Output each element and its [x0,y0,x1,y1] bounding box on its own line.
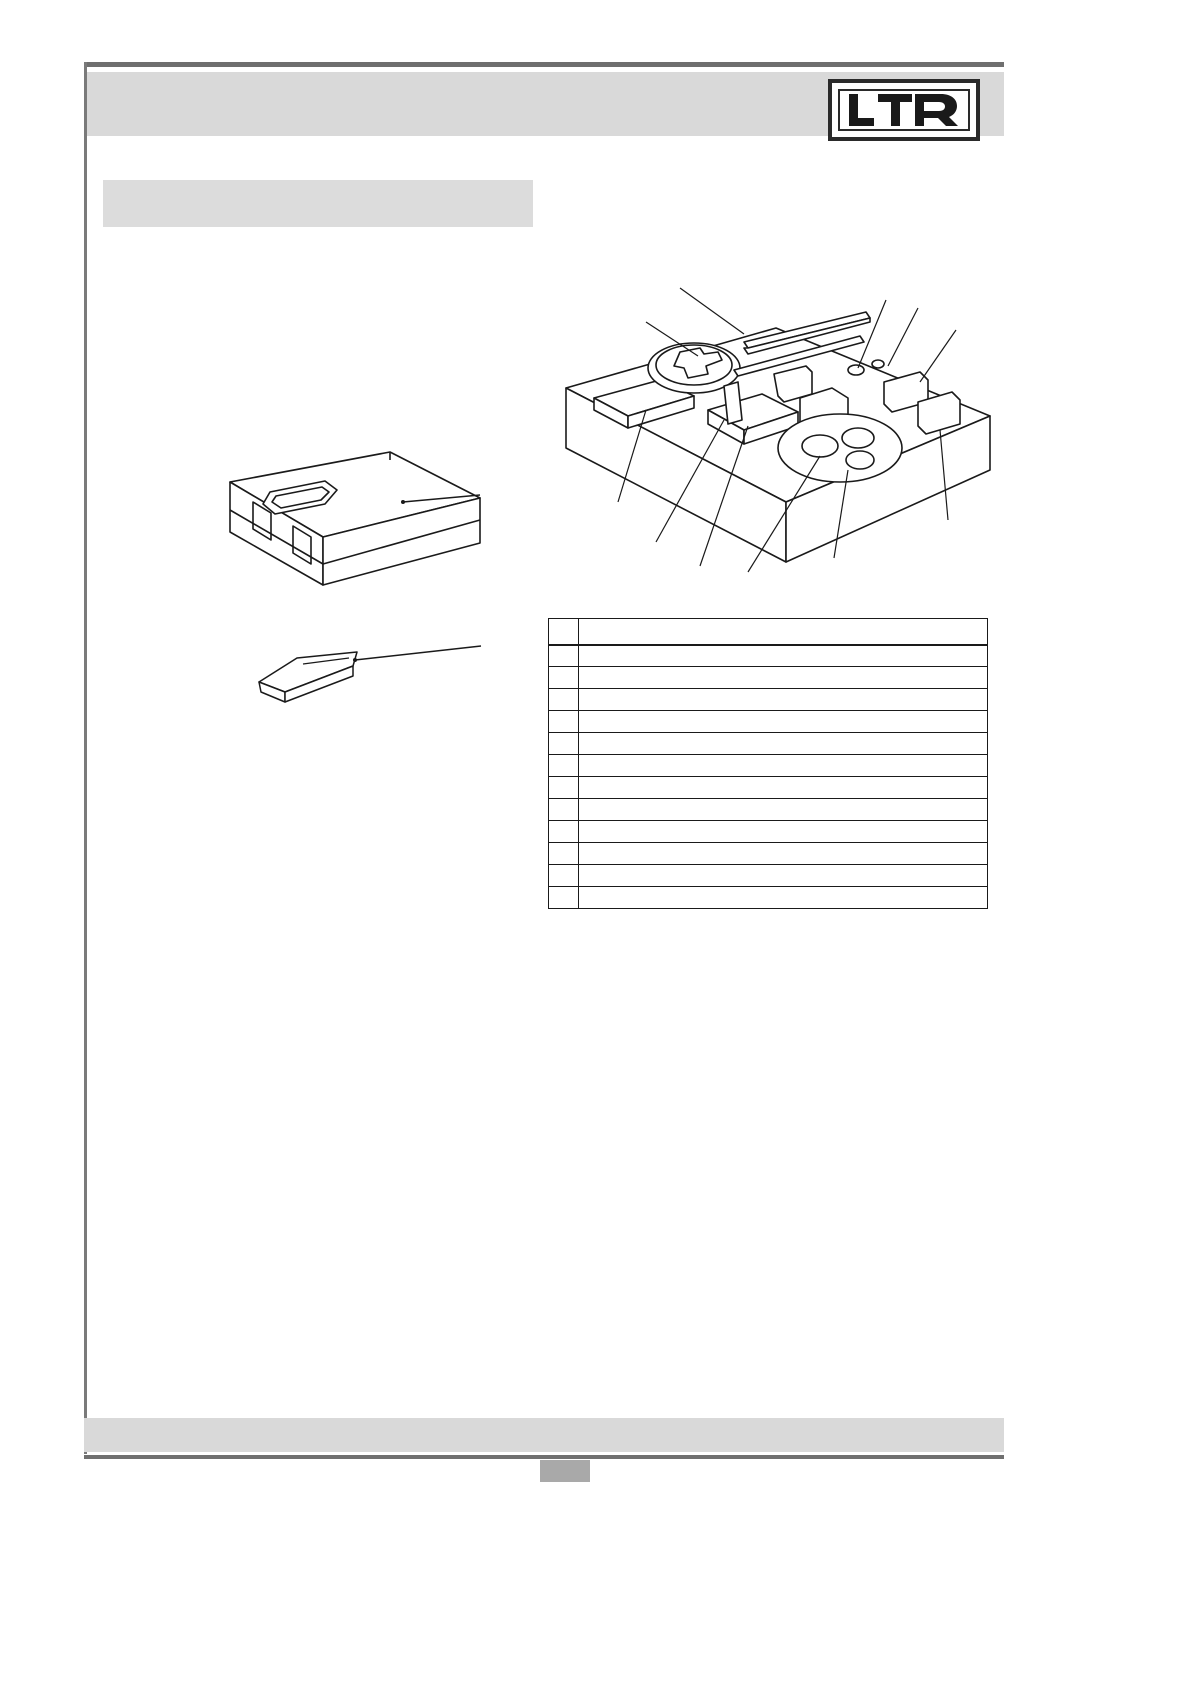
footer-rule [84,1455,1004,1459]
row-description [579,667,988,689]
ltr-logo [828,79,980,141]
figure-carrying-case [175,440,505,620]
row-number [549,755,579,777]
ltr-logo-inner [838,89,970,131]
parts-table-body [549,645,988,909]
table-row [549,667,988,689]
parts-table-header-number [549,619,579,645]
section-heading-band [103,180,533,227]
table-row [549,689,988,711]
row-description [579,843,988,865]
left-margin-rule [84,62,87,1454]
row-description [579,865,988,887]
table-row [549,843,988,865]
row-number [549,821,579,843]
row-number [549,865,579,887]
table-row [549,733,988,755]
row-description [579,887,988,909]
page-number [540,1460,590,1482]
table-row [549,865,988,887]
row-number [549,887,579,909]
row-number [549,843,579,865]
parts-table-header-description [579,619,988,645]
row-description [579,711,988,733]
row-number [549,645,579,667]
parts-table [548,618,988,909]
table-row [549,821,988,843]
row-description [579,821,988,843]
row-description [579,645,988,667]
row-number [549,711,579,733]
row-description [579,755,988,777]
row-description [579,777,988,799]
parts-table-header-row [549,619,988,645]
table-row [549,711,988,733]
parts-table-head [549,619,988,645]
row-description [579,689,988,711]
row-description [579,799,988,821]
row-number [549,733,579,755]
table-row [549,645,988,667]
footer-band [84,1418,1004,1452]
row-number [549,777,579,799]
table-row [549,777,988,799]
table-row [549,887,988,909]
header-top-rule [84,62,1004,67]
row-number [549,667,579,689]
figure-key-tool [245,640,495,720]
row-number [549,799,579,821]
ltr-logo-mark [845,92,963,128]
table-row [549,799,988,821]
row-description [579,733,988,755]
row-number [549,689,579,711]
table-row [549,755,988,777]
figure-tool-tray [548,270,1008,600]
